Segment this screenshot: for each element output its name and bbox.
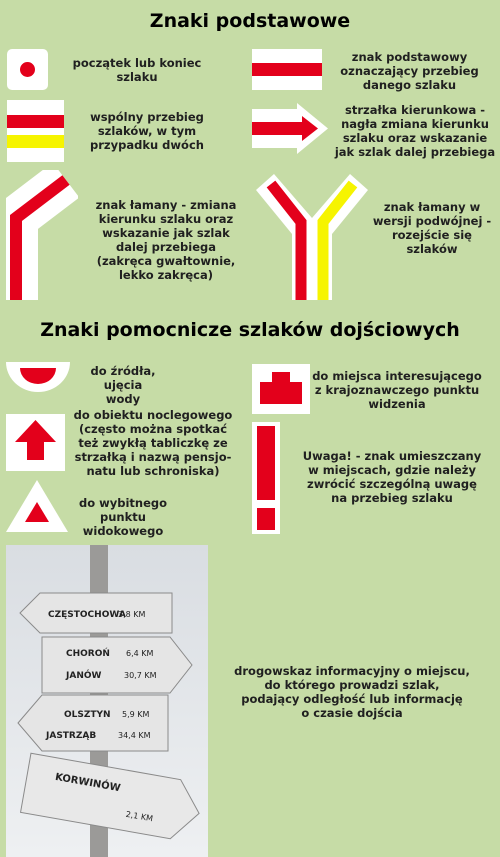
sign3-distance2: 34,4 KM [118,731,151,740]
basic-section-title: Znaki podstawowe [149,10,351,32]
sign2-distance1: 6,4 KM [126,649,154,658]
lodging-sign-icon [6,414,65,471]
broken-sign-label: znak łamany - zmiana kierunku szlaku oraz wskazanie jak szlak dalej przebiega (zakręca gwałtownie, lekko zakręca) [95,198,237,282]
start-end-sign-icon [7,49,48,90]
basic-sign-label: znak podstawowy oznaczający przebieg danego szlaku [340,50,479,92]
sign2-name2: JANÓW [66,671,102,681]
signpost-sign-olsztyn [18,695,168,751]
signpost-caption: drogowskaz informacyjny o miejscu, do którego prowadzi szlak, podający odległość lub informację o czasie dojścia [234,664,470,720]
sign2-name1: CHOROŃ [66,649,110,659]
spring-label: do źródła, ujęcia wody [90,364,156,406]
sign2-distance2: 30,7 KM [124,671,157,680]
signpost-photo [6,545,208,857]
broken-double-sign-icon [256,170,368,300]
sign3-distance1: 5,9 KM [122,710,150,719]
signpost-sign-choron [42,637,192,693]
point-of-interest-label: do miejsca interesującego z krajoznawczego punktu widzenia [312,369,482,411]
sign4-distance: 2,1 KM [125,809,154,824]
warning-label: Uwaga! - znak umieszczany w miejscach, gdzie należy zwrócić szczególną uwagę na przebieg szlaku [302,449,482,505]
warning-sign-icon [252,422,280,534]
broken-double-sign-label: znak łamany w wersji podwójnej - rozejście się szlaków [372,200,492,256]
sign3-name2: JASTRZĄB [46,731,97,741]
point-of-interest-sign-icon [252,364,310,414]
spring-sign-icon [6,362,70,392]
viewpoint-sign-icon [6,480,68,532]
sign3-name1: OLSZTYN [64,710,111,720]
sign1-name: CZĘSTOCHOWA [48,610,126,620]
lodging-label: do obiektu noclegowego (często można spotkać też zwykłą tabliczkę ze strzałką i nazwą pensjo- natu lub schroniska) [73,408,233,478]
sign4-name: KORWINÓW [54,771,122,795]
shared-route-sign-icon [7,100,64,162]
direction-arrow-label: strzałka kierunkowa - nagła zmiana kierunku szlaku oraz wskazanie jak szlak dalej przebiega [334,103,496,159]
direction-arrow-sign-icon [252,103,328,154]
sign1-distance: 3,8 KM [118,610,146,619]
auxiliary-section-title: Znaki pomocnicze szlaków dojściowych [40,319,460,341]
signpost-sign-czestochowa [20,593,172,633]
basic-sign-icon [252,49,322,90]
viewpoint-label: do wybitnego punktu widokowego [78,496,168,538]
broken-sign-icon [6,170,78,300]
shared-route-label: wspólny przebieg szlaków, w tym przypadku dwóch [90,110,204,152]
start-end-label: początek lub koniec szlaku [72,56,202,84]
